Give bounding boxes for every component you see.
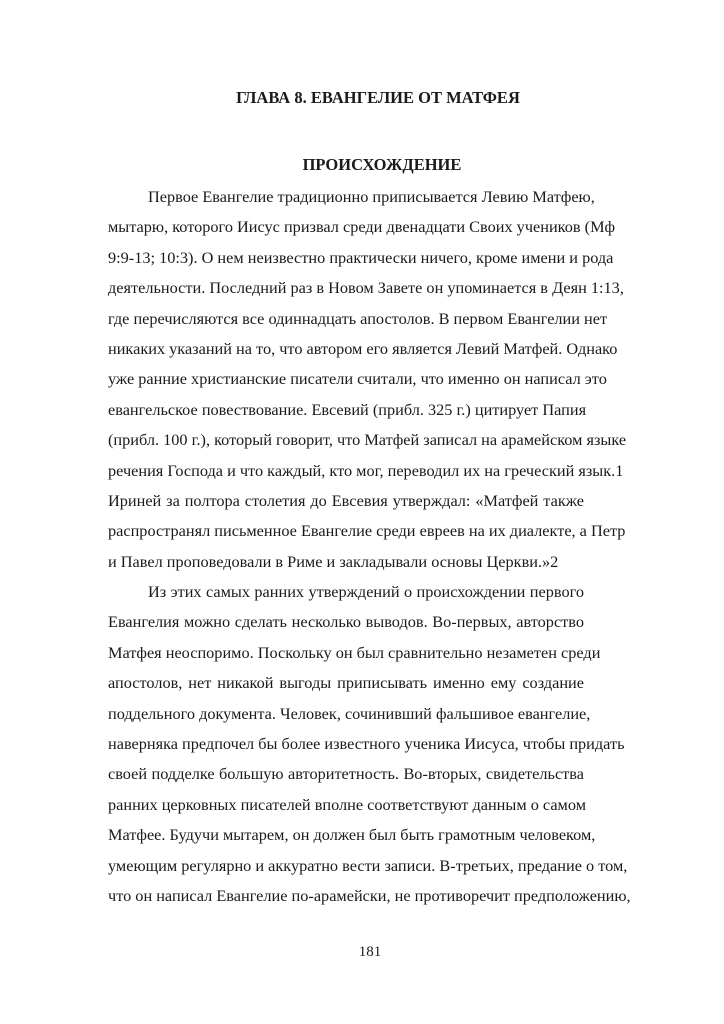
- text-line: уже ранние христианские писатели считали, что именно он написал это: [108, 369, 607, 389]
- text-line: что он написал Евангелие по-арамейски, не противоречит предположению,: [108, 885, 631, 905]
- text-line: Из этих самых ранних утверждений о происхождении первого: [148, 582, 584, 602]
- text-line: Первое Евангелие традиционно приписывается Левию Матфею,: [148, 187, 595, 206]
- text-line: умеющим регулярно и аккуратно вести записи. В-третьих, предание о том,: [108, 855, 628, 875]
- text-line: Матфея неоспоримо. Поскольку он был сравнительно незаметен среди: [108, 642, 601, 662]
- paragraph: [108, 182, 627, 577]
- text-line: Евангелия можно сделать несколько выводов. Во-первых, авторство: [108, 612, 584, 632]
- text-line: поддельного документа. Человек, сочинивший фальшивое евангелие,: [108, 703, 591, 723]
- page-number: 181: [358, 944, 382, 960]
- text-line: 9:9-13; 10:3). О нем неизвестно практически ничего, кроме имени и рода: [108, 247, 614, 267]
- text-line: (прибл. 100 г.), который говорит, что Матфей записал на арамейском языке: [108, 430, 627, 450]
- text-line: и Павел проповедовали в Риме и закладывали основы Церкви.»2: [108, 551, 559, 571]
- paragraph: [108, 577, 631, 911]
- text-line: Матфее. Будучи мытарем, он должен был быть грамотным человеком,: [108, 825, 596, 845]
- chapter-title: ГЛАВА 8. ЕВАНГЕЛИЕ ОТ МАТФЕЯ: [236, 88, 520, 107]
- body-text: [108, 182, 631, 911]
- text-line: мытарю, которого Иисус призвал среди двенадцати Своих учеников (Мф: [108, 217, 616, 237]
- text-line: деятельности. Последний раз в Новом Завете он упоминается в Деян 1:13,: [108, 278, 624, 298]
- section-title: ПРОИСХОЖДЕНИЕ: [302, 155, 462, 174]
- text-line: своей подделке большую авторитетность. Во-вторых, свидетельства: [108, 764, 584, 784]
- text-line: речения Господа и что каждый, кто мог, переводил их на греческий язык.1: [108, 460, 624, 480]
- text-line: Ириней за полтора столетия до Евсевия утверждал: «Матфей также: [108, 490, 584, 510]
- text-line: евангельское повествование. Евсевий (прибл. 325 г.) цитирует Папия: [108, 399, 587, 419]
- text-line: никаких указаний на то, что автором его является Левий Матфей. Однако: [108, 338, 618, 358]
- text-line: где перечисляются все одиннадцать апостолов. В первом Евангелии нет: [108, 308, 608, 328]
- text-line: ранних церковных писателей вполне соответствуют данным о самом: [108, 794, 586, 814]
- text-line: наверняка предпочел бы более известного ученика Иисуса, чтобы придать: [108, 734, 625, 754]
- text-line: апостолов, нет никакой выгоды приписывать именно ему создание: [108, 673, 584, 693]
- text-line: распространял письменное Евангелие среди евреев на их диалекте, а Петр: [108, 521, 626, 541]
